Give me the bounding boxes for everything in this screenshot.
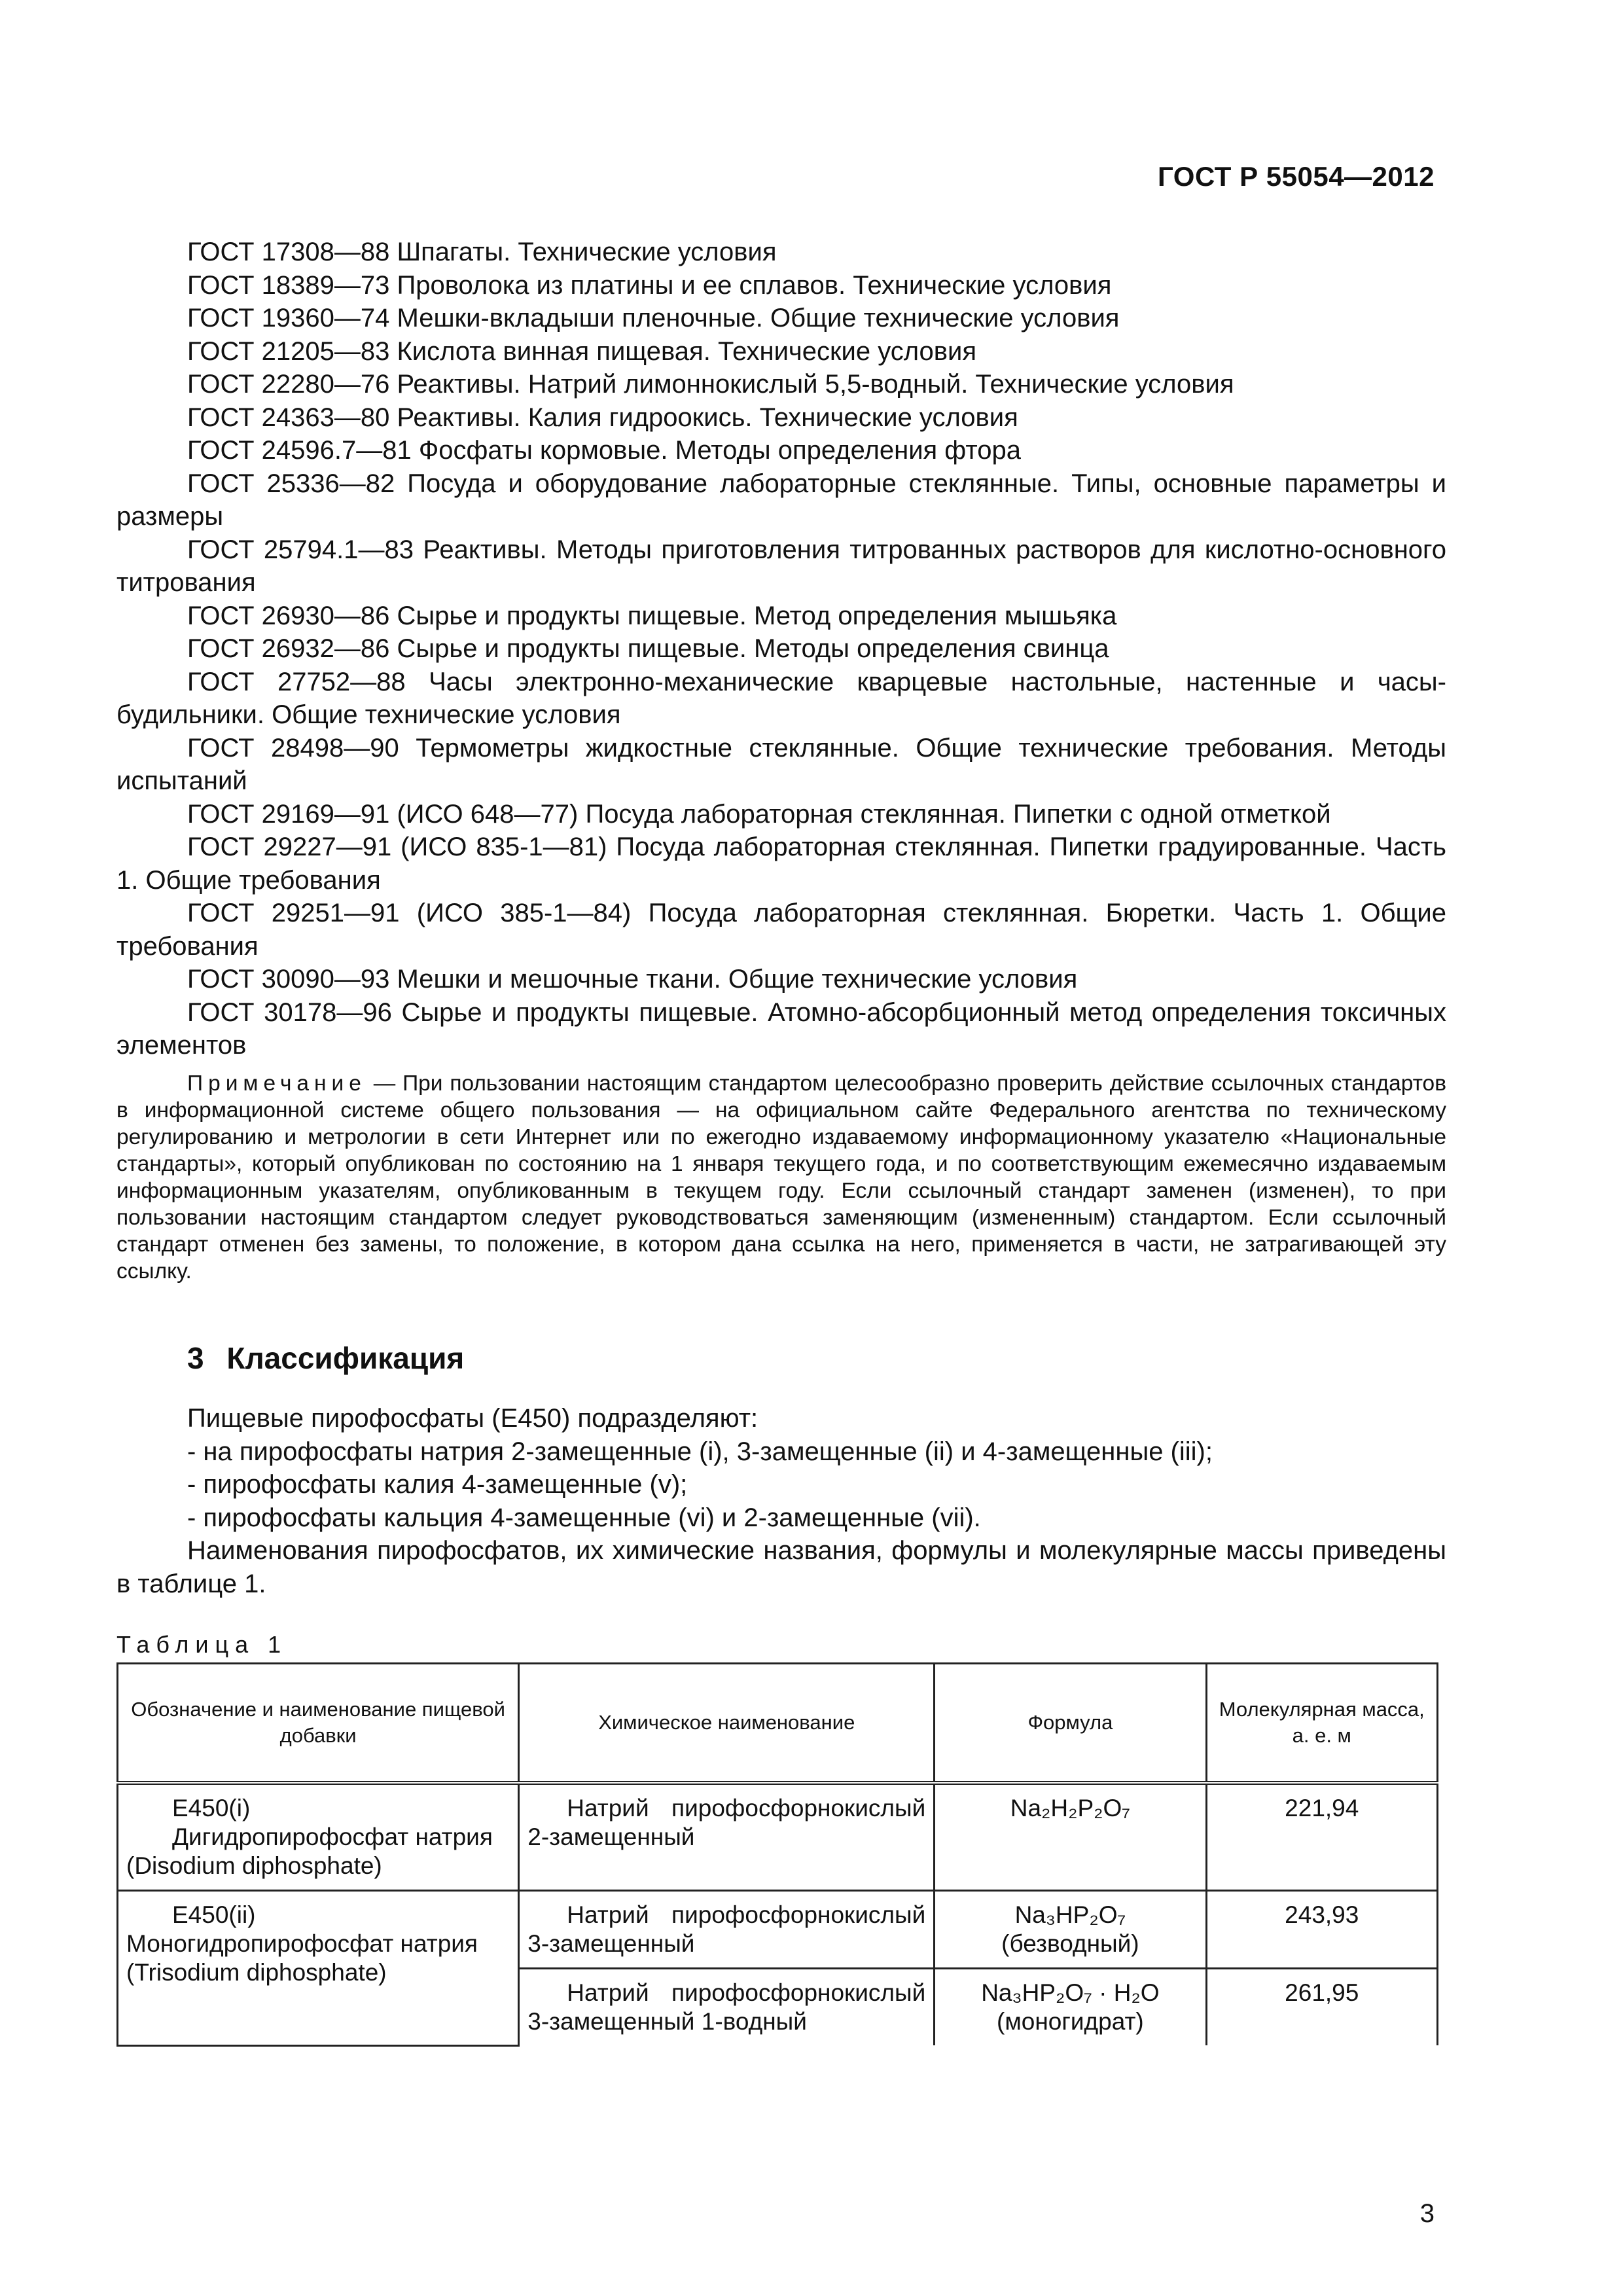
formula-note: (моногидрат) <box>997 2008 1144 2035</box>
reference-item: ГОСТ 30090—93 Мешки и мешочные ткани. Общие технические условия <box>187 965 1078 994</box>
pyrophosphates-table <box>116 1662 1438 2047</box>
formula: Na₂H₂P₂O₇ <box>1010 1795 1131 1821</box>
chemical-name-line: Натрий пирофосфорнокислый <box>567 1979 926 2006</box>
chemical-name-cell <box>519 1969 935 2046</box>
table-header-row <box>118 1664 1438 1784</box>
chemical-name-line: 3-замещенный 1-водный <box>527 2008 807 2035</box>
reference-item: ГОСТ 18389—73 Проволока из платины и ее сплавов. Технические условия <box>187 270 1112 300</box>
page-number: 3 <box>1419 2199 1435 2228</box>
reference-item: ГОСТ 17308—88 Шпагаты. Технические условия <box>187 238 777 266</box>
table-row <box>118 1783 1438 1891</box>
table-header-cell: Обозначение и наименование пищевой добавки <box>118 1664 519 1784</box>
table-row <box>118 1891 1438 1969</box>
formula: Na₃HP₂O₇ <box>1014 1901 1126 1928</box>
closing-paragraph: Наименования пирофосфатов, их химические названия, формулы и молекулярные массы приведены в таблице 1. <box>116 1536 1446 1598</box>
additive-cell <box>118 1891 519 2046</box>
reference-item: ГОСТ 21205—83 Кислота винная пищевая. Технические условия <box>187 336 977 366</box>
reference-item: ГОСТ 19360—74 Мешки-вкладыши пленочные. Общие технические условия <box>187 304 1120 332</box>
reference-item: ГОСТ 22280—76 Реактивы. Натрий лимоннокислый 5,5-водный. Технические условия <box>187 370 1234 399</box>
section-title: Классификация <box>226 1341 465 1375</box>
additive-name-en: (Trisodium diphosphate) <box>126 1959 387 1986</box>
reference-item: ГОСТ 26930—86 Сырье и продукты пищевые. Метод определения мышьяка <box>187 601 1117 630</box>
formula-cell <box>935 1783 1206 1891</box>
additive-name: Дигидропирофосфат натрия <box>172 1823 493 1850</box>
chemical-name-line: Натрий пирофосфорнокислый <box>567 1901 926 1928</box>
section-heading <box>187 1340 464 1376</box>
note-text: — При пользовании настоящим стандартом целесообразно проверить действие ссылочных стандартов в информационной системе общего пользования — на официальном сайте Федерального агентства по техническому регулированию и метрологии в сети Интернет или по ежегодно издаваемому информационному указателю «Национальные стандарты», который опубликован по состоянию на 1 января текущего года, и по соответствующим ежемесячно издаваемым информационным указателям, опубликованным в текущем году. Если ссылочный стандарт заменен (изменен), то при пользовании настоящим стандартом следует руководствоваться заменяющим (измененным) стандартом. Если ссылочный стандарт отменен без замены, то положение, в котором дана ссылка на него, применяется в части, не затрагивающей эту ссылку. <box>116 1071 1446 1283</box>
reference-item: ГОСТ 25336—82 Посуда и оборудование лабораторные стеклянные. Типы, основные параметры и размеры <box>116 469 1446 531</box>
reference-item: ГОСТ 25794.1—83 Реактивы. Методы приготовления титрованных растворов для кислотно-основного титрования <box>116 535 1446 597</box>
note-label: Примечание <box>187 1071 366 1096</box>
additive-name: Моногидропирофосфат натрия <box>126 1930 478 1957</box>
chemical-name-line: Натрий пирофосфорнокислый <box>567 1795 926 1821</box>
reference-item: ГОСТ 27752—88 Часы электронно-механические кварцевые настольные, настенные и часы-будильники. Общие технические условия <box>116 667 1446 729</box>
additive-code: Е450(ii) <box>172 1901 256 1928</box>
note-paragraph <box>116 1070 1446 1285</box>
reference-item: ГОСТ 24596.7—81 Фосфаты кормовые. Методы определения фтора <box>187 436 1021 465</box>
section-body <box>116 1402 1446 1600</box>
reference-item: ГОСТ 26932—86 Сырье и продукты пищевые. Методы определения свинца <box>187 634 1109 663</box>
chemical-name-line: 2-замещенный <box>527 1823 695 1850</box>
formula: Na₃HP₂O₇ · H₂O <box>981 1979 1160 2006</box>
table-caption: Таблица 1 <box>116 1631 288 1658</box>
additive-name-en: (Disodium diphosphate) <box>126 1852 382 1879</box>
molecular-mass-cell: 243,93 <box>1206 1891 1437 1969</box>
molecular-mass-cell: 221,94 <box>1206 1783 1437 1891</box>
table-header-cell: Химическое наименование <box>519 1664 935 1784</box>
reference-item: ГОСТ 30178—96 Сырье и продукты пищевые. Атомно-абсорбционный метод определения токсичных элементов <box>116 997 1446 1060</box>
table-header-cell: Формула <box>935 1664 1206 1784</box>
reference-item: ГОСТ 29251—91 (ИСО 385-1—84) Посуда лабораторная стеклянная. Бюретки. Часть 1. Общие требования <box>116 899 1446 961</box>
formula-note: (безводный) <box>1001 1930 1139 1957</box>
formula-cell <box>935 1891 1206 1969</box>
molecular-mass-cell: 261,95 <box>1206 1969 1437 2046</box>
reference-item: ГОСТ 24363—80 Реактивы. Калия гидроокись. Технические условия <box>187 403 1018 432</box>
additive-code: Е450(i) <box>172 1795 251 1821</box>
table-header-cell: Молекулярная масса, а. е. м <box>1206 1664 1437 1784</box>
section-number: 3 <box>187 1341 204 1375</box>
chemical-name-line: 3-замещенный <box>527 1930 695 1957</box>
list-item: - пирофосфаты кальция 4-замещенные (vi) и 2-замещенные (vii). <box>187 1503 981 1532</box>
formula-cell <box>935 1969 1206 2046</box>
normative-references-list <box>116 236 1446 1062</box>
list-item: - пирофосфаты калия 4-замещенные (v); <box>187 1470 688 1499</box>
reference-item: ГОСТ 28498—90 Термометры жидкостные стеклянные. Общие технические требования. Методы испытаний <box>116 733 1446 795</box>
chemical-name-cell <box>519 1783 935 1891</box>
intro-paragraph: Пищевые пирофосфаты (Е450) подразделяют: <box>187 1404 758 1433</box>
reference-item: ГОСТ 29227—91 (ИСО 835-1—81) Посуда лабораторная стеклянная. Пипетки градуированные. Часть 1. Общие требования <box>116 833 1446 895</box>
reference-item: ГОСТ 29169—91 (ИСО 648—77) Посуда лабораторная стеклянная. Пипетки с одной отметкой <box>187 799 1331 829</box>
chemical-name-cell <box>519 1891 935 1969</box>
list-item: - на пирофосфаты натрия 2-замещенные (i), 3-замещенные (ii) и 4-замещенные (iii); <box>187 1437 1213 1466</box>
document-header: ГОСТ Р 55054—2012 <box>1158 161 1435 192</box>
additive-cell <box>118 1783 519 1891</box>
